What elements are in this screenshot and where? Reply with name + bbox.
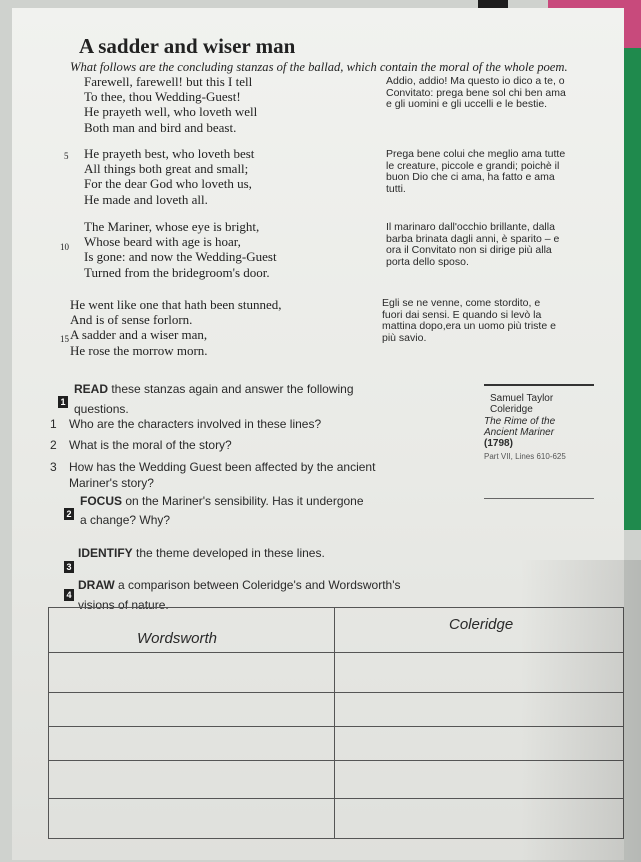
verse-line: Turned from the bridegroom's door. [84,264,270,280]
exercise-text: the theme developed in these lines. [132,546,325,560]
exercise-text: these stanzas again and answer the following [108,382,354,396]
exercise-verb: IDENTIFY [78,546,133,560]
question-text: How has the Wedding Guest been affected by the ancient [69,460,376,474]
translation-line: Convitato: prega bene sol chi ben ama [386,86,566,99]
translation-line: Egli se ne venne, come stordito, e [382,297,541,309]
exercise-1-prompt [74,382,354,396]
question-number: 3 [50,460,57,474]
citation-author: Coleridge [490,404,533,415]
verse-line: All things both great and small; [84,161,249,177]
verse-line: Farewell, farewell! but this I tell [84,74,253,89]
translation-1 [386,76,566,111]
stanza-2 [84,146,254,207]
translation-line: ora il Convitato non si dirige più alla [386,244,552,257]
translation-line: mattina dopo,era un uomo più triste e [382,320,556,333]
question-number: 1 [50,417,57,431]
exercise-verb: READ [74,382,109,396]
translation-line: le creature, piccole e grandi; poichè il [386,159,560,172]
line-number: 10 [60,242,69,252]
verse-line: He prayeth well, who loveth well [84,104,258,120]
translation-3 [386,222,559,268]
exercise-2-prompt [80,494,364,508]
wordsworth-header: Wordsworth [137,630,218,647]
exercise-badge: 3 [64,561,74,573]
page-shadow [520,560,641,862]
exercise-text: a comparison between Coleridge's and Wordsworth's [114,578,401,592]
verse-line: And is of sense forlorn. [70,312,193,328]
question-text: Who are the characters involved in these lines? [69,417,322,431]
translation-line: Prega bene colui che meglio ama tutte [386,148,566,160]
stanza-3 [84,219,277,280]
translation-line: fuori dai sensi. E quando si levò la [382,308,542,321]
exercise-1-prompt-2: questions. [74,402,129,416]
citation-lines: Part VII, Lines 610-625 [484,452,566,461]
exercise-verb: DRAW [78,578,115,592]
citation-year: (1798) [484,438,513,449]
verse-line: A sadder and a wiser man, [70,327,208,343]
verse-line: To thee, thou Wedding-Guest! [84,89,241,105]
stanza-4 [70,297,282,358]
line-number: 15 [60,334,69,344]
exercise-4-prompt [78,578,401,592]
verse-line: He rose the morrow morn. [70,342,208,358]
citation-work: The Rime of the [484,416,556,427]
column-divider [334,608,335,838]
exercise-2-prompt-2: a change? Why? [80,513,171,527]
translation-line: Addio, addio! Ma questo io dico a te, o [386,75,565,87]
translation-line: buon Dio che ci ama, ha fatto e ama [386,171,555,184]
verse-line: He made and loveth all. [84,191,208,207]
line-number: 5 [64,151,69,161]
verse-line: The Mariner, whose eye is bright, [84,219,260,234]
exercise-4-prompt-2: visions of nature. [78,598,169,612]
verse-line: Both man and bird and beast. [84,119,237,135]
exercise-3-prompt [78,546,325,560]
translation-line: porta dello sposo. [386,255,469,268]
citation-author: Samuel Taylor [490,393,554,404]
coleridge-header: Coleridge [449,616,514,633]
translation-line: e gli uomini e gli uccelli e le bestie. [386,98,548,111]
translation-2 [386,149,565,195]
poem-title: A sadder and wiser man [79,34,296,58]
verse-line: He prayeth best, who loveth best [84,146,255,161]
exercise-text: on the Mariner's sensibility. Has it undergone [122,494,364,508]
translation-line: più savio. [382,331,427,344]
translation-4 [382,298,556,344]
question-number: 2 [50,438,57,452]
verse-line: Whose beard with age is hoar, [84,234,241,250]
verse-line: Is gone: and now the Wedding-Guest [84,249,277,265]
verse-line: For the dear God who loveth us, [84,176,252,192]
exercise-badge: 2 [64,508,74,520]
exercise-badge: 4 [64,589,74,601]
question-text-continued: Mariner's story? [69,476,154,490]
translation-line: Il marinaro dall'occhio brillante, dalla [386,221,555,233]
citation-work: Ancient Mariner [484,427,555,438]
exercise-badge: 1 [58,396,68,408]
stanza-1 [84,74,257,135]
exercise-verb: FOCUS [80,494,122,508]
question-text: What is the moral of the story? [69,438,232,452]
translation-line: barba brinata dagli anni, è sparito – e [386,232,560,245]
translation-line: tutti. [386,182,406,195]
intro-text: What follows are the concluding stanzas of the ballad, which contain the moral of the whole poem. [70,60,568,74]
verse-line: He went like one that hath been stunned, [70,297,282,312]
